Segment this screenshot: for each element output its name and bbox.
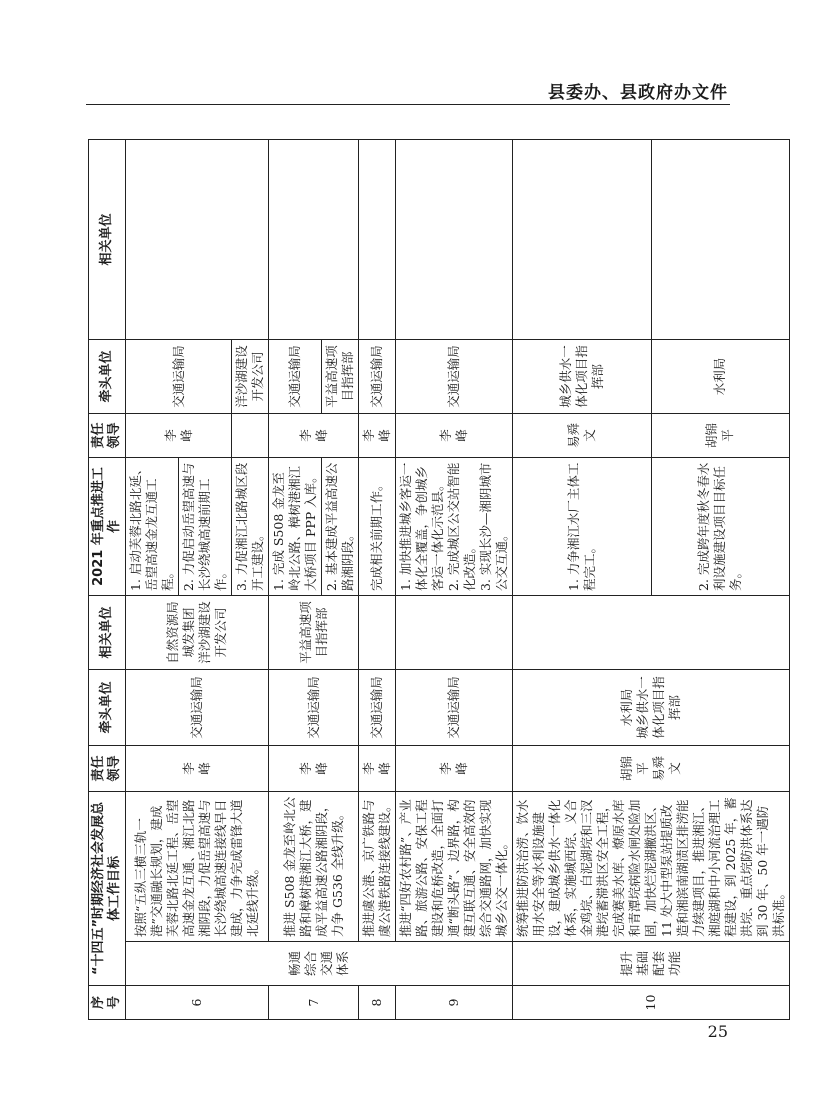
related-cell bbox=[359, 596, 396, 670]
category-cell-2: 提升基础配套功能 bbox=[513, 942, 790, 986]
task-lead-cell: 交通运输局 bbox=[359, 340, 396, 414]
task-lead-cell: 平益高速项目指挥部 bbox=[322, 340, 359, 414]
goal-cell bbox=[126, 792, 269, 942]
related-text: 自然资源局 城发集团 洋沙湖建设开发公司 bbox=[165, 601, 228, 664]
leader-cell: 李 峰 bbox=[126, 746, 269, 792]
task-cell: 2. 力促启动岳望高速与长沙绕城高速前期工作。 bbox=[179, 458, 232, 596]
task-cell bbox=[396, 458, 513, 596]
task-cell: 2. 完成跨年度秋冬春水利设施建设项目目标任务。 bbox=[651, 458, 790, 596]
header-rule bbox=[86, 104, 730, 105]
leader-text: 胡锦平 易舜文 bbox=[619, 756, 682, 782]
task-lead-cell: 交通运输局 bbox=[269, 340, 322, 414]
lead-unit-text: 水利局 城乡供水一体化项目指挥部 bbox=[619, 676, 682, 739]
category-label: 畅通综合交通体系 bbox=[287, 951, 350, 977]
related-cell bbox=[513, 596, 790, 670]
header-title: 县委办、县政府办文件 bbox=[548, 83, 728, 103]
header-related: 相关单位 bbox=[89, 596, 126, 670]
row-no: 9 bbox=[396, 986, 513, 1020]
table-row bbox=[126, 140, 179, 1020]
task-cell: 完成相关前期工作。 bbox=[359, 458, 396, 596]
lead-unit-cell: 交通运输局 bbox=[359, 670, 396, 746]
task-leader-cell: 易舜文 bbox=[513, 414, 652, 458]
task-text: 1. 加快推进城乡客运一体化全覆盖，争创城乡客运一体化示范县。 2. 完成城区公交站智能化改造。 3. 实现长沙—湘阴城市公交互通。 bbox=[398, 462, 509, 591]
work-target-table bbox=[88, 139, 790, 1020]
task-related-cell bbox=[396, 140, 513, 340]
table-row bbox=[269, 140, 322, 1020]
task-cell: 1. 启动芙蓉北路北延、岳望高速金龙互通工程。 bbox=[126, 458, 179, 596]
task-leader-cell: 李 峰 bbox=[359, 414, 396, 458]
task-cell: 2. 基本建成平益高速公路湘阴段。 bbox=[322, 458, 359, 596]
task-leader-cell bbox=[232, 414, 269, 458]
task-related-cell bbox=[513, 140, 652, 340]
related-cell bbox=[396, 596, 513, 670]
task-leader-cell: 李 峰 bbox=[126, 414, 232, 458]
header-2021-tasks: 2021 年重点推进工作 bbox=[89, 458, 126, 596]
header-goal: “十四五”时期经济社会发展总体工作目标 bbox=[89, 792, 126, 986]
task-lead-cell: 交通运输局 bbox=[126, 340, 232, 414]
task-related-cell bbox=[269, 140, 359, 340]
task-lead-cell: 水利局 bbox=[651, 340, 790, 414]
rotated-table-wrapper bbox=[88, 140, 786, 1020]
goal-cell: 推进 S508 金龙至岭北公路和樟树港湘江大桥，建成平益高速公路湘阴段，力争 G536 全线升级。 bbox=[269, 792, 359, 942]
header-leader-2: 责任领导 bbox=[89, 414, 126, 458]
header-lead-unit: 牵头单位 bbox=[89, 670, 126, 746]
table-header-row bbox=[89, 140, 126, 1020]
header-leader: 责任领导 bbox=[89, 746, 126, 792]
task-cell: 1. 力争湘江水厂主体工程完工。 bbox=[513, 458, 652, 596]
lead-unit-cell: 交通运输局 bbox=[269, 670, 359, 746]
task-cell: 1. 完成 S508 金龙至岭北公路、樟树港湘江大桥项目 PPP 入库。 bbox=[269, 458, 322, 596]
task-leader-cell: 胡锦平 bbox=[651, 414, 790, 458]
row-no: 7 bbox=[269, 986, 359, 1020]
table-row bbox=[513, 140, 652, 1020]
task-related-cell bbox=[651, 140, 790, 340]
lead-unit-cell: 交通运输局 bbox=[396, 670, 513, 746]
header-related-2: 相关单位 bbox=[89, 140, 126, 340]
goal-cell: 推进虞公港、京广铁路与虞公港铁路连接线建设。 bbox=[359, 792, 396, 942]
task-leader-cell: 李 峰 bbox=[396, 414, 513, 458]
task-related-cell bbox=[359, 140, 396, 340]
header-lead-unit-2: 牵头单位 bbox=[89, 340, 126, 414]
table-row bbox=[359, 140, 396, 1020]
task-related-cell bbox=[126, 140, 269, 340]
leader-cell: 李 峰 bbox=[269, 746, 359, 792]
related-cell: 平益高速项目指挥部 bbox=[269, 596, 359, 670]
goal-text: 按照“五纵三横三轨一港”交通融长规划，建成芙蓉北路北延工程、岳望高速金龙互通、湘江北路湘阴段，力促岳望高速与长沙绕城高速连接线早日建成，力争完成雷锋大道北延线升级。 bbox=[133, 799, 260, 937]
task-leader-cell: 李 峰 bbox=[269, 414, 359, 458]
task-lead-cell: 洋沙湖建设开发公司 bbox=[232, 340, 269, 414]
document-header bbox=[0, 0, 816, 106]
lead-unit-cell bbox=[513, 670, 790, 746]
leader-cell bbox=[513, 746, 790, 792]
header-no: 序号 bbox=[89, 986, 126, 1020]
lead-unit-cell: 交通运输局 bbox=[126, 670, 269, 746]
leader-cell: 李 峰 bbox=[396, 746, 513, 792]
task-lead-cell: 交通运输局 bbox=[396, 340, 513, 414]
leader-cell: 李 峰 bbox=[359, 746, 396, 792]
task-cell: 3. 力促湘江北路城区段开工建设。 bbox=[232, 458, 269, 596]
row-no: 8 bbox=[359, 986, 396, 1020]
page-number: 25 bbox=[707, 1022, 728, 1041]
goal-cell: 推进“四好农村路”、产业路、旅游公路、安保工程建设和危桥改造，全面打通“断头路”、边界路，构建互联互通、安全高效的综合交通路网，加快实现城乡公交一体化。 bbox=[396, 792, 513, 942]
task-lead-cell: 城乡供水一体化项目指挥部 bbox=[513, 340, 652, 414]
category-cell bbox=[126, 942, 513, 986]
related-cell bbox=[126, 596, 269, 670]
goal-cell: 统筹推进防洪治涝、饮水用水安全等水利设施建设，建成城乡供水一体化体系，实施城西垸、义合金鸡垸、白泥湖垸和三汊港垸蓄滞洪区安全工程，完成赛美水库、燎原水库和青潭垸病险水闸处险加固，加快烂泥湖撇洪区、11 处大中型泵站提质改造和湘滨南湖渍区排涝能力续建项目，推进湘江、湘庭湖和中小河流治理工程建设，到 2025 年，蓄洪垸、重点垸防洪体系达到 30 年、50 年一遇防洪标准。 bbox=[513, 792, 790, 942]
row-no: 10 bbox=[513, 986, 790, 1020]
row-no: 6 bbox=[126, 986, 269, 1020]
